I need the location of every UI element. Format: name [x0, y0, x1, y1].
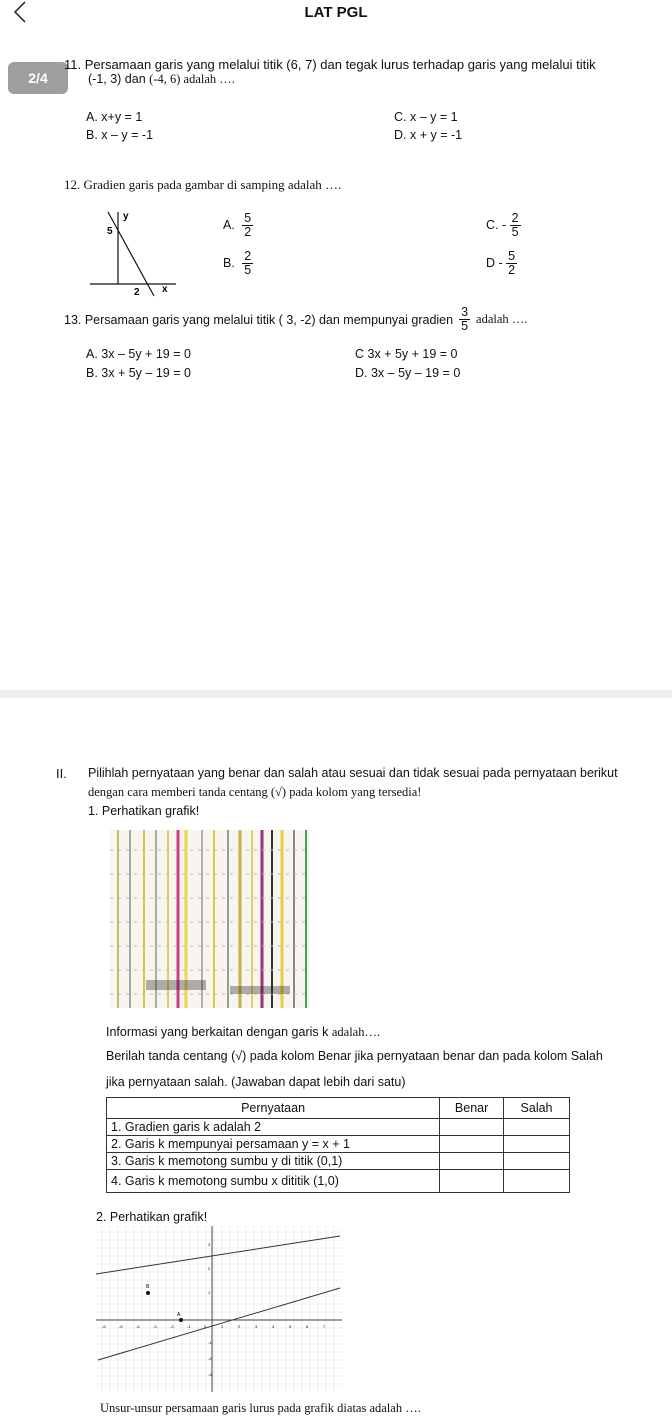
q13-frac-den: 5 [461, 319, 469, 334]
q12-option-a-fraction [242, 212, 253, 239]
item1-info-b: adalah…. [331, 1025, 381, 1039]
q11-stem-line2-b: (-4, 6) adalah …. [149, 72, 235, 86]
page-badge[interactable]: 2/4 [8, 62, 68, 94]
q12-option-c-den: 5 [511, 225, 519, 240]
item1-graph-image [110, 830, 310, 1008]
salah-checkbox-cell[interactable] [504, 1119, 570, 1136]
item1-instr-line1: Berilah tanda centang (√) pada kolom Benar jika pernyataan benar dan pada kolom Salah [106, 1049, 603, 1063]
item2-point-a-label: A [177, 1312, 181, 1318]
section2-numeral: II. [56, 766, 67, 781]
x-tick-label: -6 [102, 1324, 106, 1329]
q11-option-c[interactable]: C. x – y = 1 [394, 110, 458, 124]
benar-checkbox-cell[interactable] [440, 1136, 504, 1153]
q13-stem [64, 306, 527, 333]
q12-option-a-den: 2 [244, 225, 252, 240]
x-tick-label: 1 [221, 1324, 224, 1329]
item2-question [100, 1401, 421, 1416]
q12-option-c-sign: - [501, 217, 507, 232]
q11-option-b[interactable]: B. x – y = -1 [86, 128, 154, 142]
q12-option-d-num: 5 [508, 249, 516, 263]
table-header-salah: Salah [504, 1098, 570, 1119]
x-tick-label: 4 [272, 1324, 275, 1329]
q12-option-d-sign: - [498, 255, 503, 270]
item1-info [106, 1025, 380, 1040]
q12-option-b-den: 5 [244, 263, 252, 278]
statement-table [106, 1097, 570, 1193]
q13-frac-num: 3 [461, 305, 469, 319]
x-tick-label: -5 [119, 1324, 123, 1329]
q12-graph [88, 208, 180, 300]
item2-grid-lines [96, 1226, 342, 1392]
q12-option-d-letter: D [486, 255, 496, 270]
statement-cell: 2. Garis k mempunyai persamaan y = x + 1 [107, 1136, 440, 1153]
statement-cell: 1. Gradien garis k adalah 2 [107, 1119, 440, 1136]
salah-checkbox-cell[interactable] [504, 1136, 570, 1153]
salah-checkbox-cell[interactable] [504, 1170, 570, 1193]
q12-option-b-letter: B. [223, 255, 235, 270]
statement-cell: 3. Garis k memotong sumbu y di titik (0,1) [107, 1153, 440, 1170]
item1-info-a: Informasi yang berkaitan dengan garis k [106, 1025, 329, 1039]
page-divider [0, 690, 672, 698]
y-tick-label: 3 [208, 1242, 211, 1247]
section2-instruction-line2: dengan cara memberi tanda centang (√) pada kolom yang tersedia! [88, 785, 422, 799]
q11-stem-line1: 11. Persamaan garis yang melalui titik (6, 7) dan tegak lurus terhadap garis yang melalui titik [64, 57, 596, 72]
x-tick-label: 3 [255, 1324, 258, 1329]
q13-option-c[interactable]: C 3x + 5y + 19 = 0 [355, 347, 458, 361]
q12-option-c-fraction [510, 212, 521, 239]
statement-cell: 4. Garis k memotong sumbu x dititik (1,0) [107, 1170, 440, 1193]
q12-option-b-fraction [242, 250, 253, 277]
section2-instruction-line1: Pilihlah pernyataan yang benar dan salah atau sesuai dan tidak sesuai pada pernyataan berikut [88, 766, 618, 780]
q12-option-d-den: 2 [508, 263, 516, 278]
benar-checkbox-cell[interactable] [440, 1119, 504, 1136]
item2-point-b [146, 1291, 150, 1295]
y-tick-label: -2 [208, 1356, 212, 1361]
q13-stem-a: 13. Persamaan garis yang melalui titik ( 3, -2) dan mempunyai gradien [64, 312, 454, 327]
table-row [107, 1119, 570, 1136]
q12-option-c-num: 2 [511, 211, 519, 225]
q12-option-b[interactable] [223, 250, 253, 277]
q12-x-label: x [162, 284, 168, 295]
x-tick-label: 5 [289, 1324, 292, 1329]
q11-stem-line2-a: (-1, 3) dan [88, 72, 146, 86]
q12-option-d[interactable] [486, 250, 517, 277]
salah-checkbox-cell[interactable] [504, 1153, 570, 1170]
x-tick-label: 6 [306, 1324, 309, 1329]
q11-stem-line2 [88, 72, 235, 87]
q13-fraction [459, 306, 470, 333]
item2-title: 2. Perhatikan grafik! [96, 1210, 208, 1224]
y-tick-label: 2 [208, 1266, 211, 1271]
q12-option-a-num: 5 [244, 211, 252, 225]
q12-stem: 12. Gradien garis pada gambar di samping adalah …. [64, 177, 342, 192]
x-tick-label: -4 [136, 1324, 140, 1329]
item2-graph [96, 1226, 342, 1392]
q12-option-c-letter: C. [486, 217, 499, 232]
table-header-statement: Pernyataan [107, 1098, 440, 1119]
q13-option-b[interactable]: B. 3x + 5y – 19 = 0 [86, 366, 191, 380]
table-header-benar: Benar [440, 1098, 504, 1119]
x-tick-label: 2 [238, 1324, 241, 1329]
q11-option-d[interactable]: D. x + y = -1 [394, 128, 463, 142]
table-row [107, 1153, 570, 1170]
y-tick-label: 1 [208, 1290, 211, 1295]
q13-stem-b: adalah …. [476, 312, 528, 327]
x-tick-label: -1 [187, 1324, 191, 1329]
item2-point-b-label: B [146, 1284, 150, 1290]
benar-checkbox-cell[interactable] [440, 1153, 504, 1170]
q12-option-a-letter: A. [223, 217, 235, 232]
item1-title: 1. Perhatikan grafik! [88, 804, 200, 818]
x-tick-label: 7 [323, 1324, 326, 1329]
item2-point-a [179, 1318, 183, 1322]
table-row [107, 1170, 570, 1193]
y-tick-label: -3 [208, 1372, 212, 1377]
q13-option-a[interactable]: A. 3x – 5y + 19 = 0 [86, 347, 191, 361]
item1-instr-line2: jika pernyataan salah. (Jawaban dapat lebih dari satu) [106, 1075, 406, 1089]
benar-checkbox-cell[interactable] [440, 1170, 504, 1193]
x-tick-label: -2 [170, 1324, 174, 1329]
q12-option-c[interactable] [486, 212, 521, 239]
q12-option-d-fraction [506, 250, 517, 277]
y-tick-label: -1 [208, 1340, 212, 1345]
x-tick-label: 0 [204, 1324, 207, 1329]
q12-y-tick: 5 [107, 226, 113, 237]
table-row [107, 1136, 570, 1153]
q12-x-tick: 2 [134, 287, 140, 298]
q12-line [108, 212, 154, 296]
q11-option-a[interactable]: A. x+y = 1 [86, 110, 143, 124]
q13-option-d[interactable]: D. 3x – 5y – 19 = 0 [355, 366, 461, 380]
q12-y-label: y [123, 211, 129, 222]
item2-question-text: Unsur-unsur persamaan garis lurus pada grafik diatas adalah …. [100, 1401, 421, 1415]
q12-option-a[interactable] [223, 212, 253, 239]
q12-option-b-num: 2 [244, 249, 252, 263]
item2-line-upper [96, 1236, 340, 1274]
page-title: LAT PGL [304, 4, 368, 21]
x-tick-label: -3 [153, 1324, 157, 1329]
table-header-row [107, 1098, 570, 1119]
item2-line-lower [98, 1288, 340, 1360]
top-bar [0, 0, 672, 28]
